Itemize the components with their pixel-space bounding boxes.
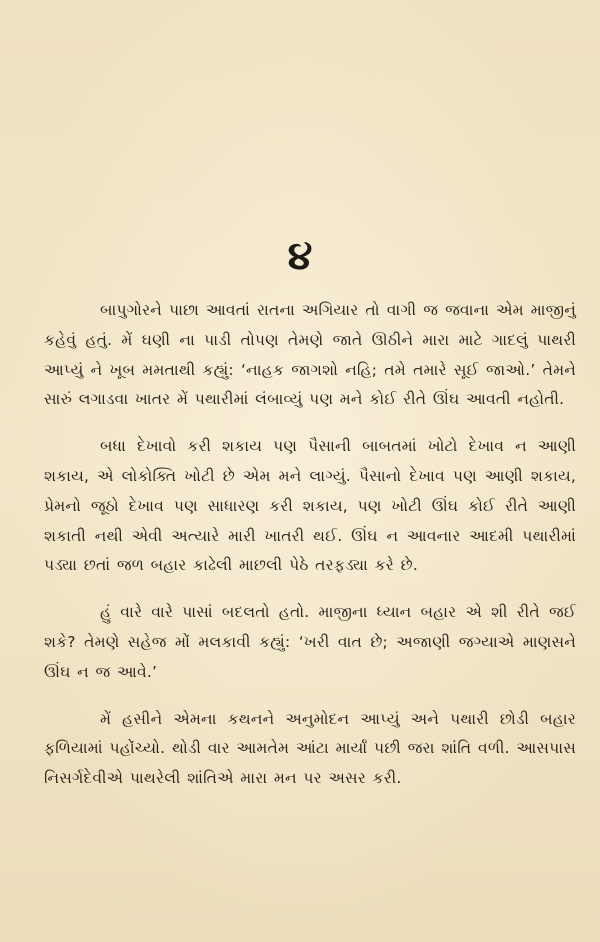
chapter-number: ૪ [287,232,313,279]
paragraph: હું વારે વારે પાસાં બદલતો હતો. માજીના ધ્યાન બહાર એ શી રીતે જઈ શકે? તેમણે સહેજ મોં મલકાવી કહ્યું: ‘ખરી વાત છે; અજાણી જગ્યાએ માણસને ઊંઘ ન જ આવે.’ [44,603,576,681]
paragraph: બાપુગોરને પાછા આવતાં રાતના અગિયાર તો વાગી જ જવાના એમ માજીનું કહેવું હતું. મેં ઘણી ના પાડી તોપણ તેમણે જાતે ઊઠીને મારા માટે ગાદલું પાથરી આપ્યું ને ખૂબ મમતાથી કહ્યું: ‘નાહક જાગશો નહિ; તમે તમારે સૂઈ જાઓ.’ તેમને સારું લગાડવા ખાતર મેં પથારીમાં લંબાવ્યું પણ મને કોઈ રીતે ઊંઘ આવતી નહોતી. [44,301,576,409]
paragraph: મેં હસીને એમના કથનને અનુમોદન આપ્યું અને પથારી છોડી બહાર ફળિયામાં પહોંચ્યો. થોડી વાર આમતેમ આંટા માર્યાં પછી જરા શાંતિ વળી. આસપાસ નિસર્ગદેવીએ પાથરેલી શાંતિએ મારા મન પર અસર કરી. [44,709,576,788]
paragraph: બધા દેખાવો કરી શકાય પણ પૈસાની બાબતમાં ખોટો દેખાવ ન આણી શકાય, એ લોકોક્તિ ખોટી છે એમ મને લાગ્યું. પૈસાનો દેખાવ પણ આણી શકાય, પ્રેમનો જૂઠો દેખાવ પણ સાધારણ કરી શકાય, પણ ખોટી ઊંઘ કોઈ રીતે આણી શકાતી નથી એવી અત્યારે મારી ખાતરી થઈ. ઊંઘ ન આવનાર આદમી પથારીમાં પડ્યા છતાં જળ બહાર કાઢેલી માછલી પેઠે તરફડ્યા કરે છે. [44,437,576,575]
chapter-body [44,296,576,794]
